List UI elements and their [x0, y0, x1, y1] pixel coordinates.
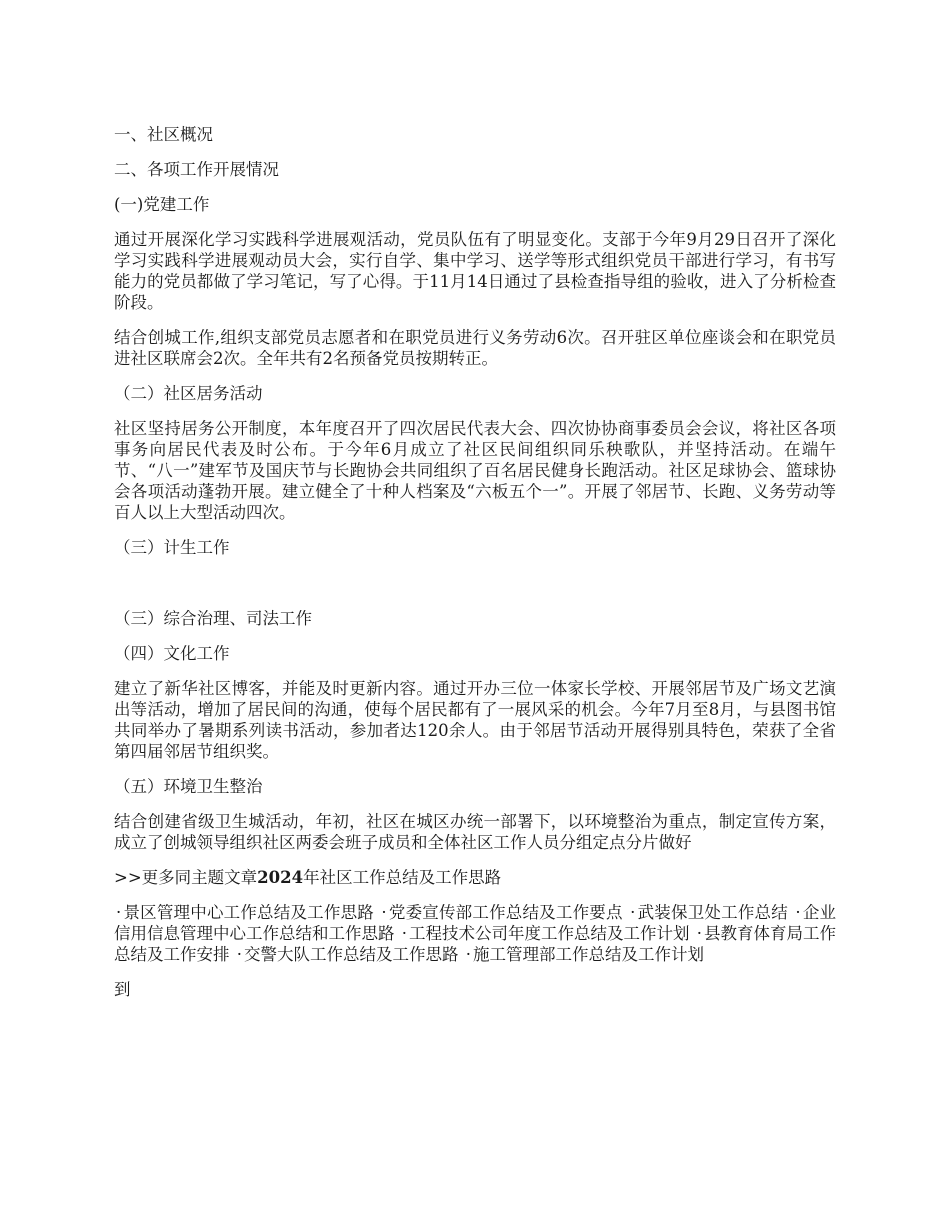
section-heading-work-progress: 二、各项工作开展情况	[114, 160, 279, 179]
paragraph-party-building-1: 通过开展深化学习实践科学进展观活动，党员队伍有了明显变化。支部于今年9月29日召开了深化学习实践科学进展观动员大会，实行自学、集中学习、送学等形式组织党员干部进行学习，有书写能力的党员都做了学习笔记，写了心得。于11月14日通过了县检查指导组的验收，进入了分析检查阶段。	[114, 230, 836, 312]
related-link[interactable]: 县教育体育局工作总结及工作安排	[114, 924, 836, 964]
blank-space	[114, 572, 836, 608]
bullet: ·	[696, 924, 702, 943]
bullet: ·	[795, 903, 801, 922]
section-heading-community-affairs: （二）社区居务活动	[114, 384, 263, 403]
bullet: ·	[465, 945, 471, 964]
related-link[interactable]: 武装保卫处工作总结	[637, 903, 788, 922]
bullet: ·	[236, 945, 242, 964]
section-heading-party-building: (一)党建工作	[114, 195, 210, 214]
related-link[interactable]: 交警大队工作总结及工作思路	[244, 945, 459, 964]
section-heading-culture: （四）文化工作	[114, 644, 230, 663]
footer-text: 到	[114, 980, 131, 999]
related-link[interactable]: 企业信用信息管理中心工作总结和工作思路	[114, 903, 837, 943]
related-link[interactable]: 党委宣传部工作总结及工作要点	[388, 903, 623, 922]
section-heading-environment: （五）环境卫生整治	[114, 777, 263, 796]
bullet: ·	[116, 903, 122, 922]
related-year: 2024	[257, 868, 304, 887]
related-link[interactable]: 工程技术公司年度工作总结及工作计划	[409, 924, 690, 943]
related-articles-heading	[114, 867, 836, 888]
section-heading-governance: （三）综合治理、司法工作	[114, 609, 312, 628]
paragraph-culture: 建立了新华社区博客，并能及时更新内容。通过开办三位一体家长学校、开展邻居节及广场文艺演出等活动，增加了居民间的沟通，使每个居民都有了一展风采的机会。今年7月至8月，与县图书馆共同举办了暑期系列读书活动，参加者达120余人。由于邻居节活动开展得别具特色，荣获了全省第四届邻居节组织奖。	[114, 679, 836, 761]
section-heading-overview: 一、社区概况	[114, 125, 213, 144]
bullet: ·	[630, 903, 636, 922]
related-link[interactable]: 施工管理部工作总结及工作计划	[473, 945, 704, 964]
section-heading-family-planning: （三）计生工作	[114, 538, 230, 557]
related-suffix: 年社区工作总结及工作思路	[303, 868, 502, 887]
paragraph-community-affairs: 社区坚持居务公开制度，本年度召开了四次居民代表大会、四次协协商事委员会会议，将社区各项事务向居民代表及时公布。于今年6月成立了社区民间组织同乐秧歌队，并坚持活动。在端午节、“八一”建军节及国庆节与长跑协会共同组织了百名居民健身长跑活动。社区足球协会、篮球协会各项活动蓬勃开展。建立健全了十种人档案及“六板五个一”。开展了邻居节、长跑、义务劳动等百人以上大型活动四次。	[114, 419, 836, 522]
related-prefix: >>更多同主题文章	[114, 868, 258, 887]
paragraph-party-building-2: 结合创城工作,组织支部党员志愿者和在职党员进行义务劳动6次。召开驻区单位座谈会和在职党员进社区联席会2次。全年共有2名预备党员按期转正。	[114, 328, 836, 368]
related-links-list	[114, 902, 836, 965]
document-content	[114, 124, 836, 1014]
bullet: ·	[401, 924, 407, 943]
paragraph-environment: 结合创建省级卫生城活动，年初，社区在城区办统一部署下，以环境整治为重点，制定宣传方案，成立了创城领导组织社区两委会班子成员和全体社区工作人员分组定点分片做好	[114, 812, 836, 852]
related-link[interactable]: 景区管理中心工作总结及工作思路	[123, 903, 374, 922]
bullet: ·	[381, 903, 387, 922]
